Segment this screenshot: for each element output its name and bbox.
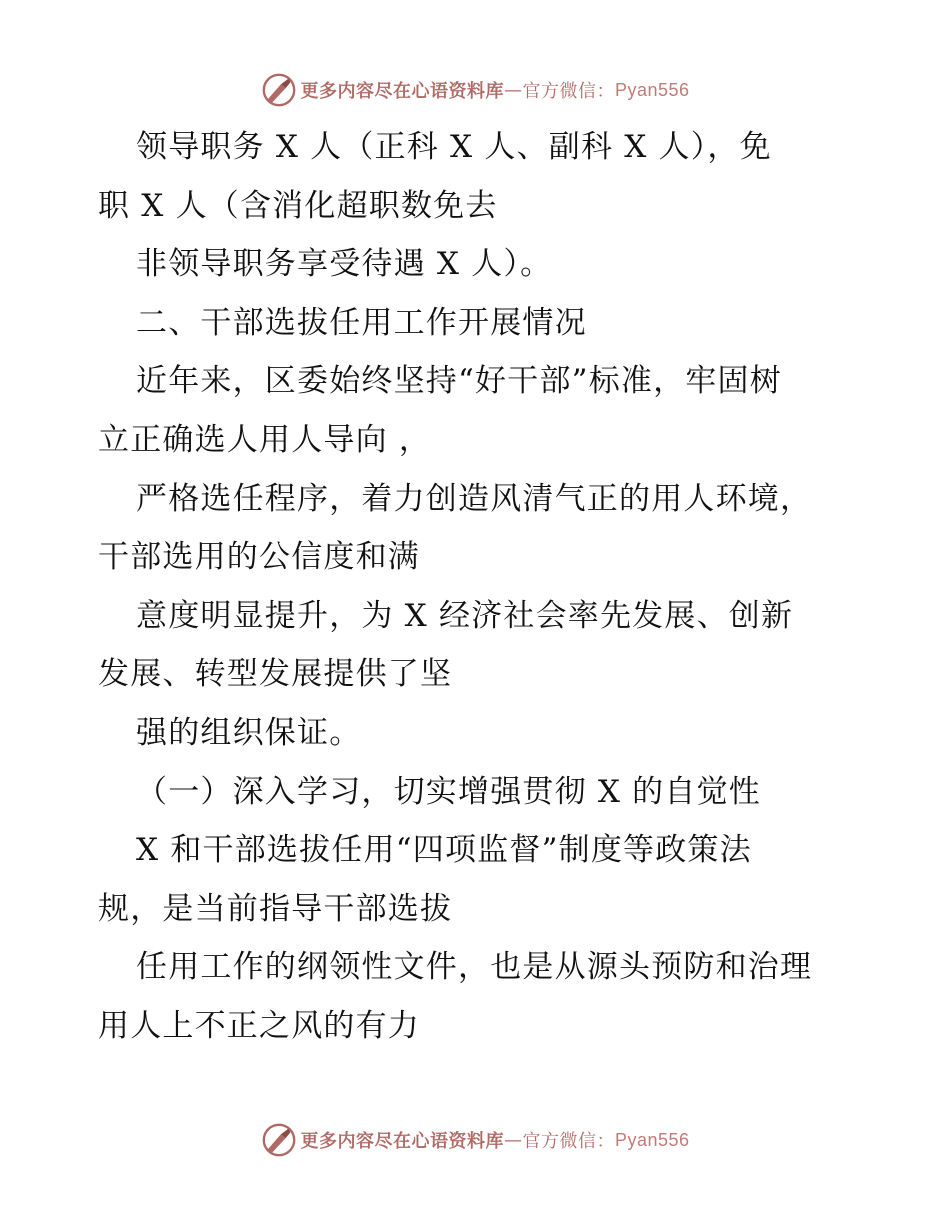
banner-wechat-id: Pyan556 xyxy=(614,79,690,100)
banner-wechat-label: 官方微信： xyxy=(522,81,615,102)
text-line: 任用工作的纲领性文件，也是从源头预防和治理 xyxy=(136,949,813,986)
banner-dash: — xyxy=(503,1129,523,1151)
text-line: 严格选任程序，着力创造风清气正的用人环境， xyxy=(136,480,813,517)
text-line: X 和干部选拔任用“四项监督”制度等政策法 xyxy=(136,832,752,869)
text-line: 干部选用的公信度和满 xyxy=(98,539,420,576)
pen-logo-icon xyxy=(260,71,298,109)
header-banner xyxy=(0,68,950,112)
footer-banner xyxy=(0,1118,950,1162)
document-body xyxy=(98,118,858,1056)
text-line: 领导职务 X 人（正科 X 人、副科 X 人），免 xyxy=(136,129,772,165)
text-line: 非领导职务享受待遇 X 人）。 xyxy=(136,246,553,283)
text-line: 用人上不正之风的有力 xyxy=(98,1007,420,1044)
text-line: 职 X 人（含消化超职数免去 xyxy=(98,187,498,224)
section-heading: 二、干部选拔任用工作开展情况 xyxy=(136,304,587,341)
banner-slogan: 更多内容尽在心语资料库 xyxy=(300,81,504,102)
subsection-heading: （一）深入学习，切实增强贯彻 X 的自觉性 xyxy=(136,773,761,810)
text-line: 立正确选人用人导向 ， xyxy=(98,421,432,458)
text-line: 意度明显提升，为 X 经济社会率先发展、创新 xyxy=(136,597,794,634)
text-line: 强的组织保证。 xyxy=(136,714,362,751)
text-line: 规，是当前指导干部选拔 xyxy=(98,890,453,927)
banner-dash: — xyxy=(503,79,523,101)
text-line: 发展、转型发展提供了坚 xyxy=(98,656,453,693)
text-line: 近年来，区委始终坚持“好干部”标准，牢固树 xyxy=(136,363,782,400)
pen-logo-icon xyxy=(260,1121,298,1159)
banner-wechat-id: Pyan556 xyxy=(614,1129,690,1150)
banner-slogan: 更多内容尽在心语资料库 xyxy=(300,1131,504,1152)
banner-wechat-label: 官方微信： xyxy=(522,1131,615,1152)
